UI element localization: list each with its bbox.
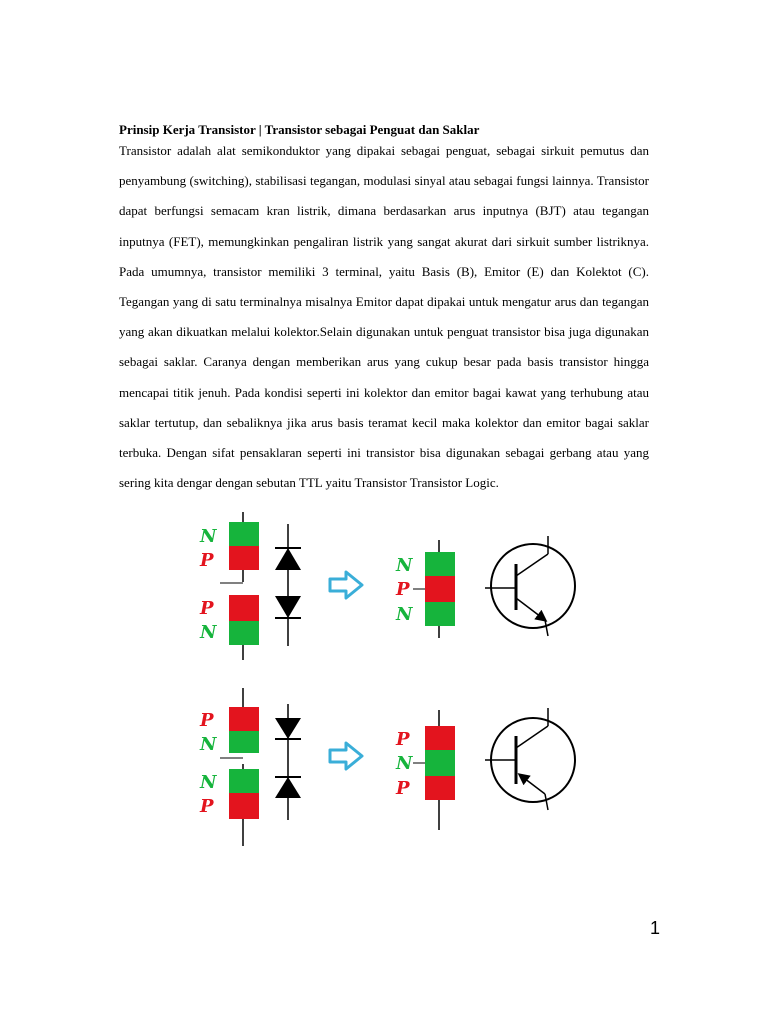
npn-label-1: N bbox=[200, 526, 217, 547]
npn-diode-pair bbox=[199, 512, 259, 660]
page-number: 1 bbox=[649, 918, 660, 938]
pnp-transistor-symbol bbox=[485, 708, 575, 810]
npn-transistor-label-2: P bbox=[396, 579, 410, 600]
pnp-transistor-label-1: P bbox=[396, 729, 410, 750]
pnp-layer-p-bottom bbox=[229, 793, 259, 819]
npn-right-arrow-icon bbox=[330, 572, 362, 598]
pnp-layer-n-bottom bbox=[229, 769, 259, 793]
npn-diode-symbols bbox=[275, 524, 301, 646]
npn-layer-p-bottom bbox=[229, 595, 259, 621]
npn-label-4: N bbox=[200, 622, 217, 643]
pnp-transistor-label-2: N bbox=[396, 753, 413, 774]
npn-layer-n-bottom bbox=[229, 621, 259, 645]
npn-transistor-label-3: N bbox=[396, 604, 413, 625]
body-paragraph: Transistor adalah alat semikonduktor yang dipakai sebagai penguat, sebagai sirkuit pemutus dan penyambung (switching), stabilisasi tegangan, modulasi sinyal atau sebagai fungsi lainnya. Transistor dapat berfungsi semacam kran listrik, dimana berdasarkan arus inputnya (BJT) atau tegangan inputnya (FET), memungkinkan pengaliran listrik yang sangat akurat dari sirkuit sumber listriknya. Pada umumnya, transistor memiliki 3 terminal, yaitu Basis (B), Emitor (E) dan Kolektot (C). Tegangan yang di satu terminalnya misalnya Emitor dapat dipakai untuk mengatur arus dan tegangan yang akan dikuatkan melalui kolektor.Selain digunakan untuk penguat transistor bisa juga digunakan sebagai saklar. Caranya dengan memberikan arus yang cukup besar pada basis transistor hingga mencapai titik jenuh. Pada kondisi seperti ini kolektor dan emitor bagai kawat yang terhubung atau saklar tertutup, dan sebaliknya jika arus basis teramat kecil maka kolektor dan emitor bagai saklar terbuka. Dengan sifat pensaklaran seperti ini transistor bisa digunakan sebagai gerbang atau yang sering kita dengar dengan sebutan TTL yaitu Transistor Transistor Logic. bbox=[119, 143, 649, 491]
pnp-transistor-block bbox=[395, 710, 455, 830]
pnp-layer-n-top bbox=[229, 731, 259, 753]
npn-transistor-block bbox=[395, 540, 455, 638]
npn-layer-n-top bbox=[229, 522, 259, 546]
npn-transistor-label-1: N bbox=[396, 555, 413, 576]
pnp-diode-symbols bbox=[275, 704, 301, 820]
pnp-label-4: P bbox=[200, 796, 214, 817]
pnp-diode-pair bbox=[199, 688, 259, 846]
pnp-label-3: N bbox=[200, 772, 217, 793]
npn-label-2: P bbox=[200, 550, 214, 571]
pnp-label-1: P bbox=[200, 710, 214, 731]
pnp-transistor-label-3: P bbox=[396, 778, 410, 799]
npn-label-3: P bbox=[200, 598, 214, 619]
npn-transistor-symbol bbox=[485, 536, 575, 636]
pnp-label-2: N bbox=[200, 734, 217, 755]
npn-layer-p-top bbox=[229, 546, 259, 570]
transistor-diagram bbox=[190, 510, 590, 860]
pnp-right-arrow-icon bbox=[330, 743, 362, 769]
pnp-layer-p-top bbox=[229, 707, 259, 731]
document-title: Prinsip Kerja Transistor | Transistor sebagai Penguat dan Saklar bbox=[119, 122, 480, 137]
